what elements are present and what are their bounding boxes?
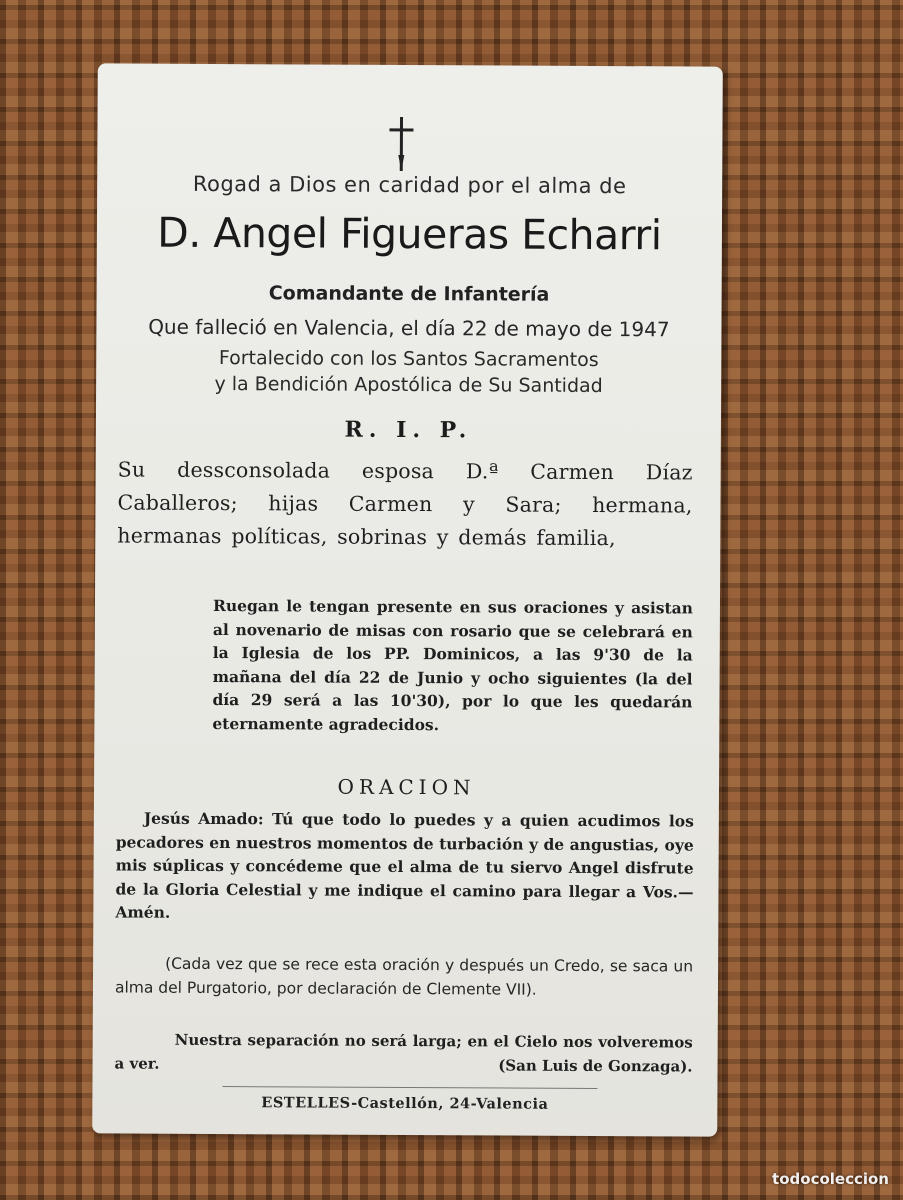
- rip-heading: R. I. P.: [344, 416, 473, 444]
- printer-divider: [222, 1086, 597, 1089]
- memorial-card: [92, 63, 723, 1136]
- prayer-title: ORACION: [337, 774, 476, 800]
- deceased-name: D. Angel Figueras Echarri: [157, 208, 662, 260]
- death-line: Que falleció en Valencia, el día 22 de mayo de 1947: [148, 314, 670, 342]
- rank-line: Comandante de Infantería: [268, 282, 550, 306]
- prayer-paragraph: Jesús Amado: Tú que todo lo puedes y a quien acudimos los pecadores en nuestros momentos de turbación y de angustias, oye mis súplicas y concédeme que el alma de tu siervo Angel disfrute de la Gloria Celestial y me indique el camino para llegar a Vos.—Amén.: [115, 808, 694, 923]
- sacraments-line: Fortalecido con los Santos Sacramentos: [218, 347, 599, 371]
- quote-author: (San Luis de Gonzaga).: [498, 1056, 693, 1076]
- blessing-line: y la Bendición Apostólica de Su Santidad: [214, 372, 603, 398]
- intro-line: Rogad a Dios en caridad por el alma de: [192, 171, 627, 199]
- watermark: todocoleccion: [772, 1170, 889, 1188]
- quote-paragraph: [115, 1028, 693, 1078]
- family-paragraph: Su dessconsolada esposa D.ª Carmen Díaz Caballeros; hijas Carmen y Sara; hermana, hermanas políticas, sobrinas y demás familia,: [117, 457, 693, 551]
- quote-text: Nuestra separación no será larga; en el Cielo nos volveremos a ver.: [114, 1030, 693, 1073]
- latin-cross-icon: [381, 115, 421, 173]
- credo-paragraph: (Cada vez que se rece esta oración y después un Credo, se saca un alma del Purgatorio, por declaración de Clemente VII).: [114, 954, 694, 999]
- request-paragraph: Ruegan le tengan presente en sus oraciones y asistan al novenario de misas con rosario que se celebrará en la Iglesia de los PP. Dominicos, a las 9'30 de la mañana del día 22 de Junio y ocho siguientes (la del día 29 será a las 10'30), por lo que les quedarán eternamente agradecidos.: [212, 595, 694, 735]
- printer-line: ESTELLES-Castellón, 24-Valencia: [261, 1094, 549, 1113]
